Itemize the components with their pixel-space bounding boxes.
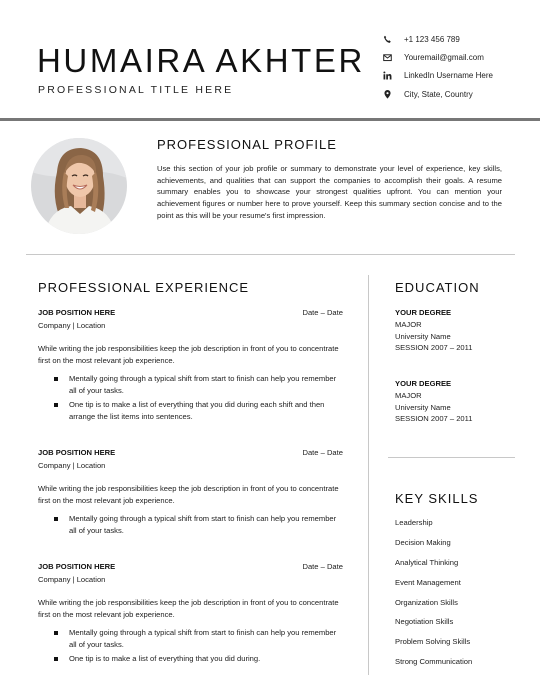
education-entry <box>395 378 525 425</box>
job-bullet: Mentally going through a typical shift from start to finish can help you remember all of your tasks. <box>38 513 343 538</box>
job-header <box>38 561 343 572</box>
contact-location <box>383 85 533 103</box>
edu-degree: YOUR DEGREE <box>395 308 452 317</box>
location-icon <box>383 90 392 99</box>
job-bullet: One tip is to make a list of everything that you did during each shift and then arrange the list items into sentences. <box>38 399 343 424</box>
section-divider <box>26 254 515 255</box>
phone-icon <box>383 35 392 44</box>
skills-heading: KEY SKILLS <box>395 491 479 506</box>
candidate-name: HUMAIRA AKHTER <box>37 42 365 79</box>
edu-major: MAJOR <box>395 390 422 400</box>
skill-item: Negotiation Skills <box>395 617 454 627</box>
skill-item: Leadership <box>395 518 433 527</box>
contact-email <box>383 48 533 66</box>
edu-university: University Name <box>395 402 451 412</box>
job-entry <box>38 561 343 667</box>
professional-title: PROFESSIONAL TITLE HERE <box>38 84 234 96</box>
job-dates: Date – Date <box>302 308 343 317</box>
contact-phone-text: +1 123 456 789 <box>404 34 460 44</box>
edu-degree: YOUR DEGREE <box>395 379 452 388</box>
skill-item: Event Management <box>395 577 461 587</box>
profile-photo <box>31 138 127 234</box>
linkedin-icon <box>383 71 392 80</box>
contact-block <box>383 30 533 103</box>
job-bullet: Mentally going through a typical shift from start to finish can help you remember all of your tasks. <box>38 373 343 398</box>
job-dates: Date – Date <box>302 448 343 457</box>
job-dates: Date – Date <box>302 562 343 571</box>
edu-session: SESSION 2007 – 2011 <box>395 414 473 424</box>
skill-item: Problem Solving Skills <box>395 637 471 647</box>
email-icon <box>383 53 392 62</box>
job-position: JOB POSITION HERE <box>38 308 116 317</box>
job-position: JOB POSITION HERE <box>38 562 116 571</box>
education-entry <box>395 307 525 354</box>
contact-linkedin-text: LinkedIn Username Here <box>404 71 493 81</box>
job-position: JOB POSITION HERE <box>38 448 116 457</box>
experience-heading: PROFESSIONAL EXPERIENCE <box>38 280 250 295</box>
profile-heading: PROFESSIONAL PROFILE <box>157 137 337 152</box>
contact-phone <box>383 30 533 48</box>
job-description: While writing the job responsibilities keep the job description in front of you to concentrate first on the most relevant job experience. <box>38 598 339 620</box>
edu-university: University Name <box>395 331 451 341</box>
edu-session: SESSION 2007 – 2011 <box>395 343 473 353</box>
skills-list <box>395 518 525 677</box>
job-bullets <box>38 513 343 538</box>
job-bullet: Mentally going through a typical shift from start to finish can help you remember all of your tasks. <box>38 627 343 652</box>
skill-item: Analytical Thinking <box>395 557 459 567</box>
job-header <box>38 307 343 318</box>
column-divider <box>368 275 369 675</box>
job-bullets <box>38 627 343 666</box>
job-company: Company | Location <box>38 321 106 330</box>
job-description: While writing the job responsibilities keep the job description in front of you to concentrate first on the most relevant job experience. <box>38 344 339 366</box>
edu-major: MAJOR <box>395 319 422 329</box>
job-header <box>38 447 343 458</box>
job-company: Company | Location <box>38 461 106 470</box>
job-bullets <box>38 373 343 424</box>
job-entry <box>38 307 343 426</box>
skill-item: Organization Skills <box>395 597 458 607</box>
contact-linkedin <box>383 67 533 85</box>
profile-summary: Use this section of your job profile or summary to demonstrate your level of experience, key skills, achievements, and qualities that can support the companies to accomplish their goals. A resume summary enables you to showcase your strongest qualities upfront. You can mention your achievement figures or number here to prove yourself. Keep this summary section concise and to the point as this will be your resume's first impression. <box>157 164 502 220</box>
education-heading: EDUCATION <box>395 280 480 295</box>
contact-email-text: Youremail@gmail.com <box>404 52 484 62</box>
right-column-divider <box>388 457 515 458</box>
job-description: While writing the job responsibilities keep the job description in front of you to concentrate first on the most relevant job experience. <box>38 484 339 506</box>
job-bullet: One tip is to make a list of everything that you did during. <box>38 653 343 665</box>
job-entry <box>38 447 343 539</box>
contact-location-text: City, State, Country <box>404 89 473 99</box>
header-divider <box>0 118 540 121</box>
skill-item: Strong Communication <box>395 657 473 667</box>
skill-item: Decision Making <box>395 537 451 547</box>
job-company: Company | Location <box>38 575 106 584</box>
